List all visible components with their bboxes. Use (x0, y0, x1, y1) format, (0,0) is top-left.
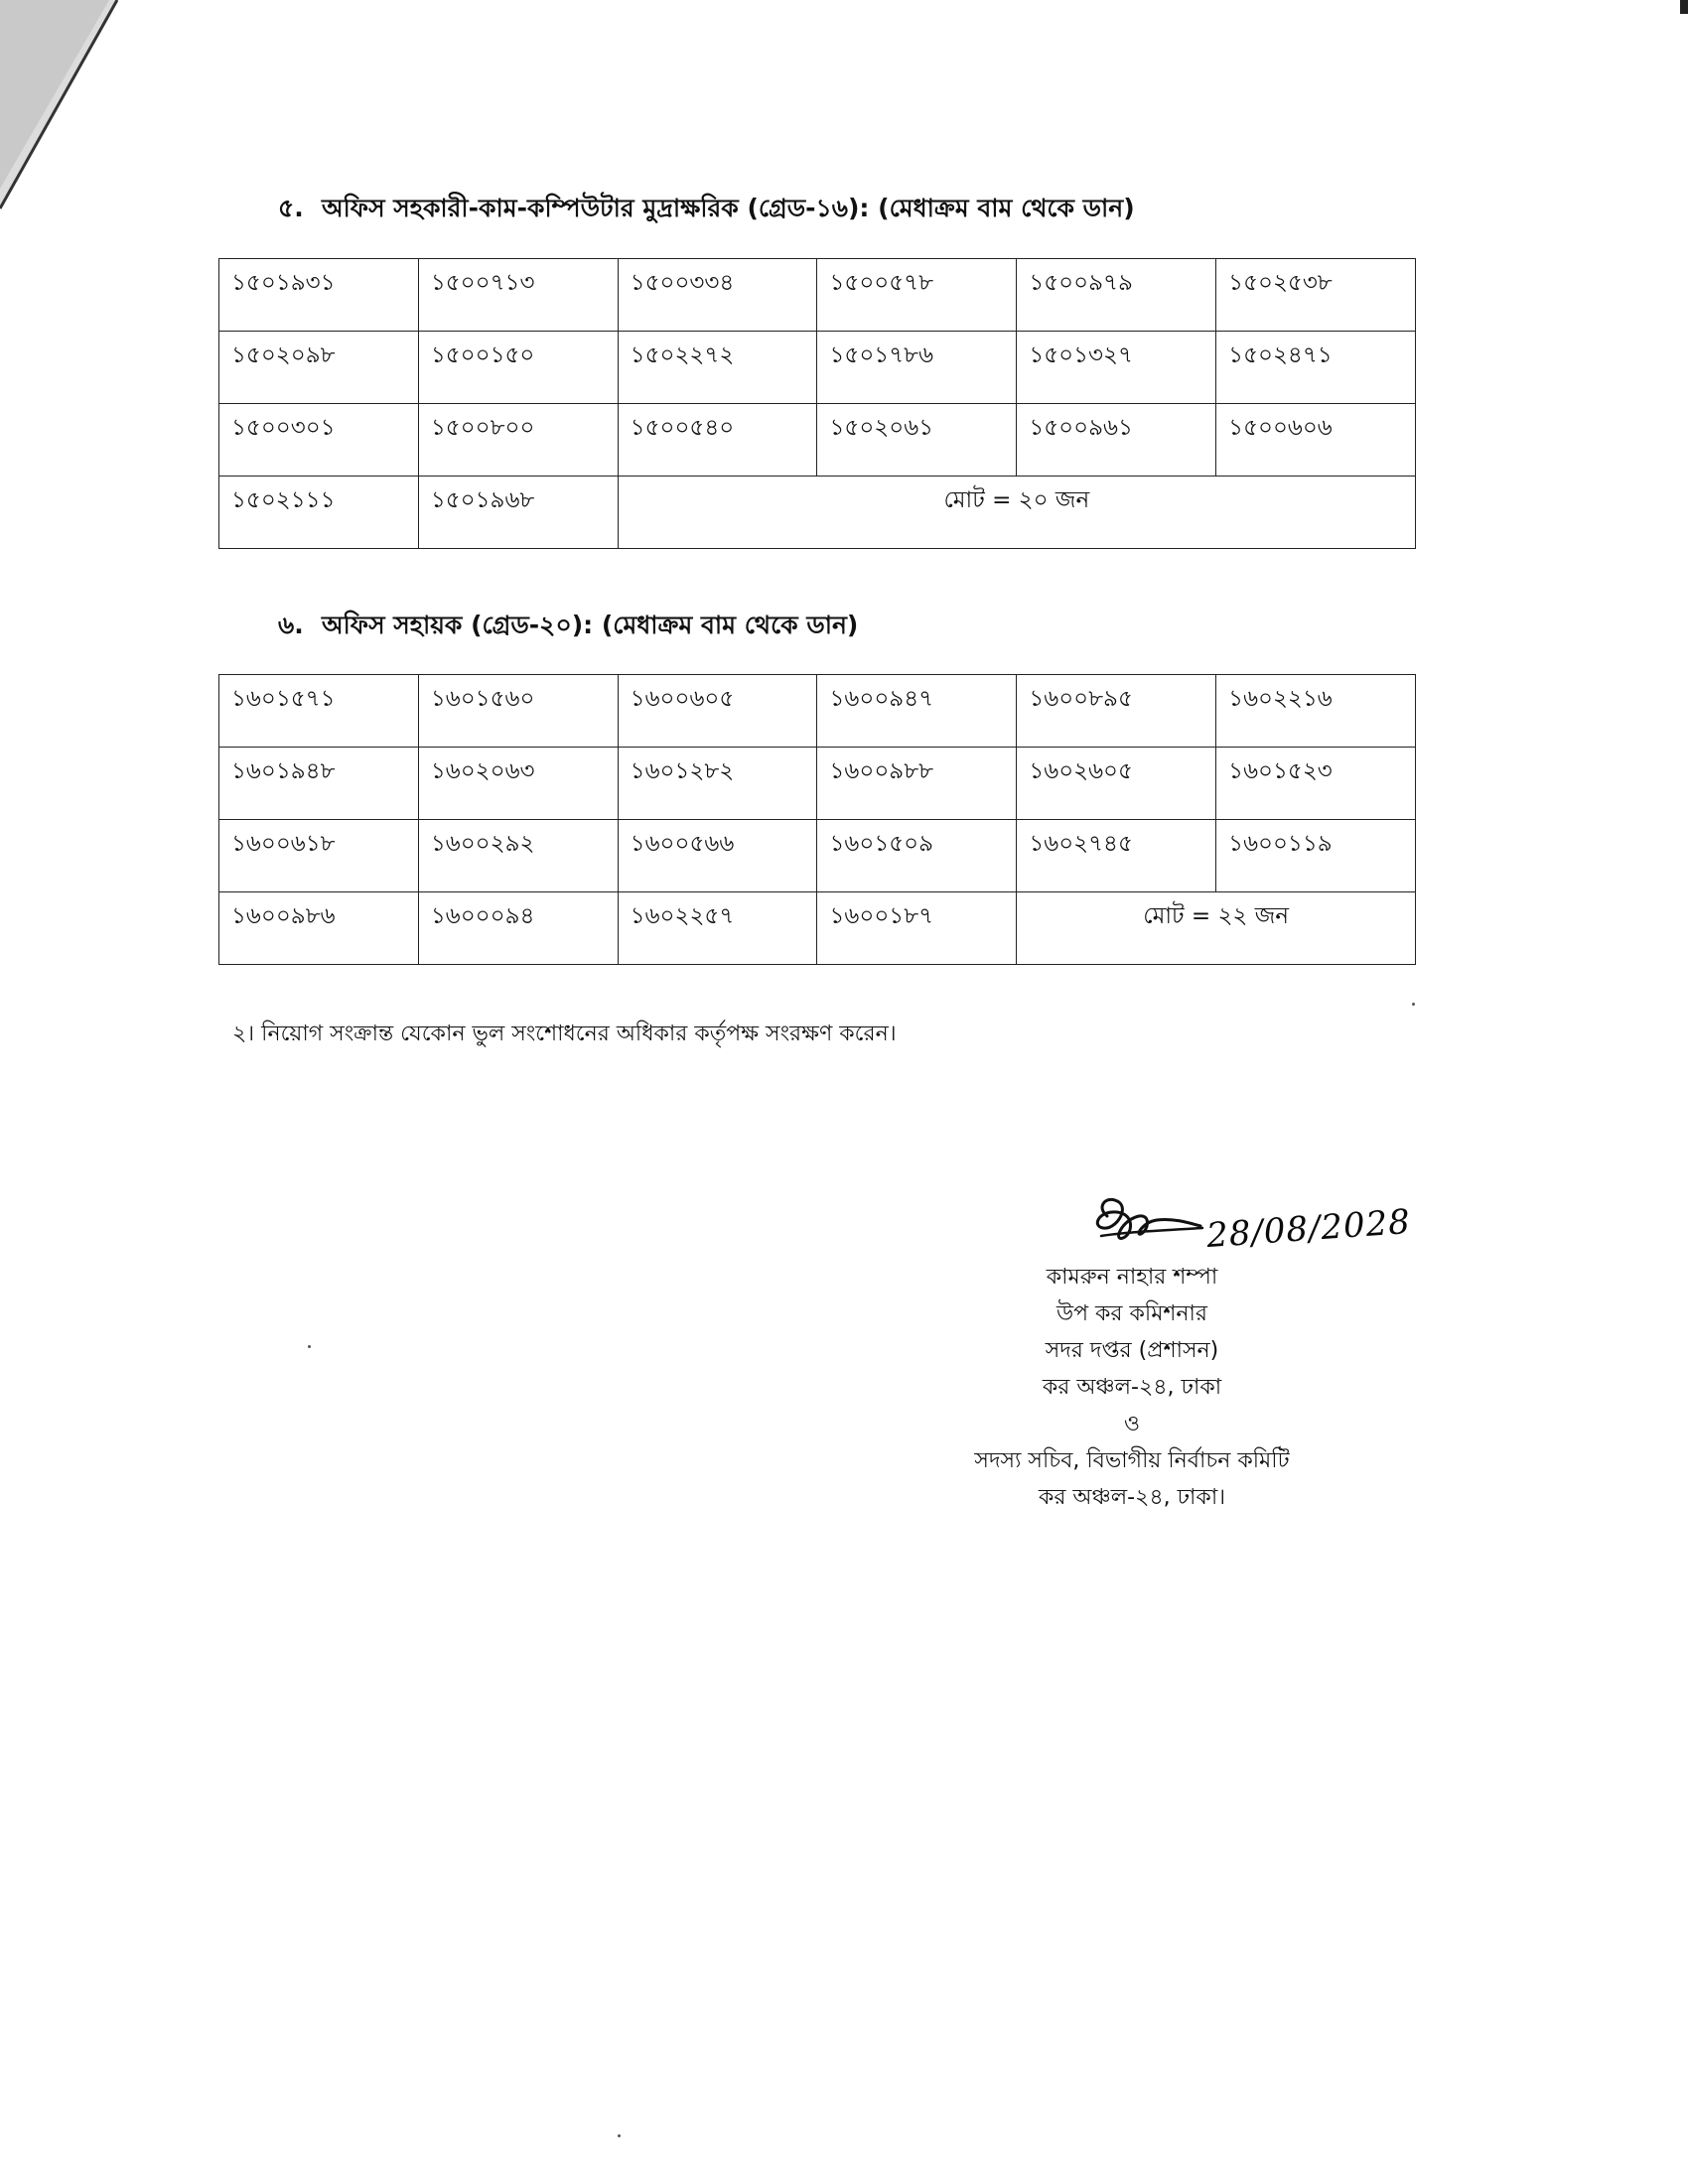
table-row (219, 332, 1416, 404)
table-row (219, 477, 1416, 549)
roll-cell: ১৫০০৬০৬ (1216, 404, 1416, 477)
note-text: ২। নিয়োগ সংক্রান্ত যেকোন ভুল সংশোধনের অধিকার কর্তৃপক্ষ সংরক্ষণ করেন। (232, 1022, 897, 1046)
section-5-heading (278, 189, 1135, 231)
roll-cell: ১৫০০৯৬১ (1017, 404, 1216, 477)
roll-cell: ১৬০০১৮৭ (817, 892, 1017, 965)
section-6-heading (278, 606, 858, 648)
signatory-name: কামরুন নাহার শম্পা (1046, 1265, 1218, 1290)
roll-cell: ১৬০১২৮২ (618, 748, 817, 820)
roll-cell: ১৬০০৯৮৬ (219, 892, 419, 965)
scan-speck (308, 1345, 311, 1348)
scan-edge-mark (1680, 0, 1688, 14)
signatory-zone: কর অঞ্চল-২৪, ঢাকা (1042, 1375, 1222, 1400)
section-6-total: মোট = ২২ জন (1017, 892, 1416, 965)
roll-cell: ১৫০০৯৭৯ (1017, 259, 1216, 332)
roll-cell: ১৫০২০৬১ (817, 404, 1017, 477)
signatory-designation: উপ কর কমিশনার (1055, 1301, 1208, 1326)
roll-cell: ১৬০১৫৭১ (219, 675, 419, 748)
table-row (219, 820, 1416, 892)
roll-cell: ১৫০২২৭২ (618, 332, 817, 404)
roll-cell: ১৫০০৫৪০ (618, 404, 817, 477)
table-row (219, 404, 1416, 477)
roll-cell: ১৫০১৯৩১ (219, 259, 419, 332)
roll-cell: ১৫০২৪৭১ (1216, 332, 1416, 404)
roll-cell: ১৫০১৩২৭ (1017, 332, 1216, 404)
roll-cell: ১৫০০৮০০ (418, 404, 618, 477)
roll-cell: ১৬০০০৯৪ (418, 892, 618, 965)
roll-cell: ১৫০২১১১ (219, 477, 419, 549)
signatory-zone-end: কর অঞ্চল-২৪, ঢাকা। (1038, 1485, 1226, 1510)
roll-cell: ১৫০০৩০১ (219, 404, 419, 477)
section-6-number: ৬. (278, 611, 304, 639)
roll-cell: ১৬০০৫৬৬ (618, 820, 817, 892)
roll-cell: ১৬০১৫০৯ (817, 820, 1017, 892)
roll-cell: ১৫০১৭৮৬ (817, 332, 1017, 404)
table-row (219, 748, 1416, 820)
roll-cell: ১৬০১৫২৩ (1216, 748, 1416, 820)
roll-cell: ১৬০০৯৮৮ (817, 748, 1017, 820)
roll-cell: ১৬০২২৫৭ (618, 892, 817, 965)
scan-speck (1412, 1003, 1415, 1006)
table-row (219, 675, 1416, 748)
signature-block (884, 1259, 1380, 1516)
section-5-number: ৫. (278, 194, 304, 222)
roll-cell: ১৬০০৯৪৭ (817, 675, 1017, 748)
roll-cell: ১৬০০১১৯ (1216, 820, 1416, 892)
roll-cell: ১৬০০২৯২ (418, 820, 618, 892)
roll-cell: ১৬০২৬০৫ (1017, 748, 1216, 820)
roll-cell: ১৫০০১৫০ (418, 332, 618, 404)
roll-cell: ১৬০০৬১৮ (219, 820, 419, 892)
roll-cell: ১৬০২০৬৩ (418, 748, 618, 820)
section-5-title: অফিস সহকারী-কাম-কম্পিউটার মুদ্রাক্ষরিক (গ্রেড-১৬): (মেধাক্রম বাম থেকে ডান) (322, 194, 1135, 222)
roll-cell: ১৫০০৫৭৮ (817, 259, 1017, 332)
section-6-table (218, 674, 1416, 965)
signature-date: 28/08/2028 (1204, 1201, 1413, 1257)
roll-cell: ১৫০০৩৩৪ (618, 259, 817, 332)
signatory-conjunction: ও (1123, 1412, 1141, 1436)
signatory-role: সদস্য সচিব, বিভাগীয় নির্বাচন কমিটি (974, 1448, 1290, 1473)
roll-cell: ১৬০২২১৬ (1216, 675, 1416, 748)
roll-cell: ১৫০২০৯৮ (219, 332, 419, 404)
page-curl-shadow (0, 0, 129, 218)
roll-cell: ১৬০১৯৪৮ (219, 748, 419, 820)
roll-cell: ১৫০০৭১৩ (418, 259, 618, 332)
signatory-office: সদর দপ্তর (প্রশাসন) (1045, 1338, 1219, 1363)
roll-cell: ১৬০০৬০৫ (618, 675, 817, 748)
roll-cell: ১৬০০৮৯৫ (1017, 675, 1216, 748)
section-5-total: মোট = ২০ জন (618, 477, 1415, 549)
roll-cell: ১৫০১৯৬৮ (418, 477, 618, 549)
roll-cell: ১৬০২৭৪৫ (1017, 820, 1216, 892)
scan-speck (618, 2134, 621, 2137)
section-5-table (218, 258, 1416, 549)
table-row (219, 892, 1416, 965)
table-row (219, 259, 1416, 332)
roll-cell: ১৬০১৫৬০ (418, 675, 618, 748)
section-6-title: অফিস সহায়ক (গ্রেড-২০): (মেধাক্রম বাম থেকে ডান) (322, 611, 859, 639)
roll-cell: ১৫০২৫৩৮ (1216, 259, 1416, 332)
